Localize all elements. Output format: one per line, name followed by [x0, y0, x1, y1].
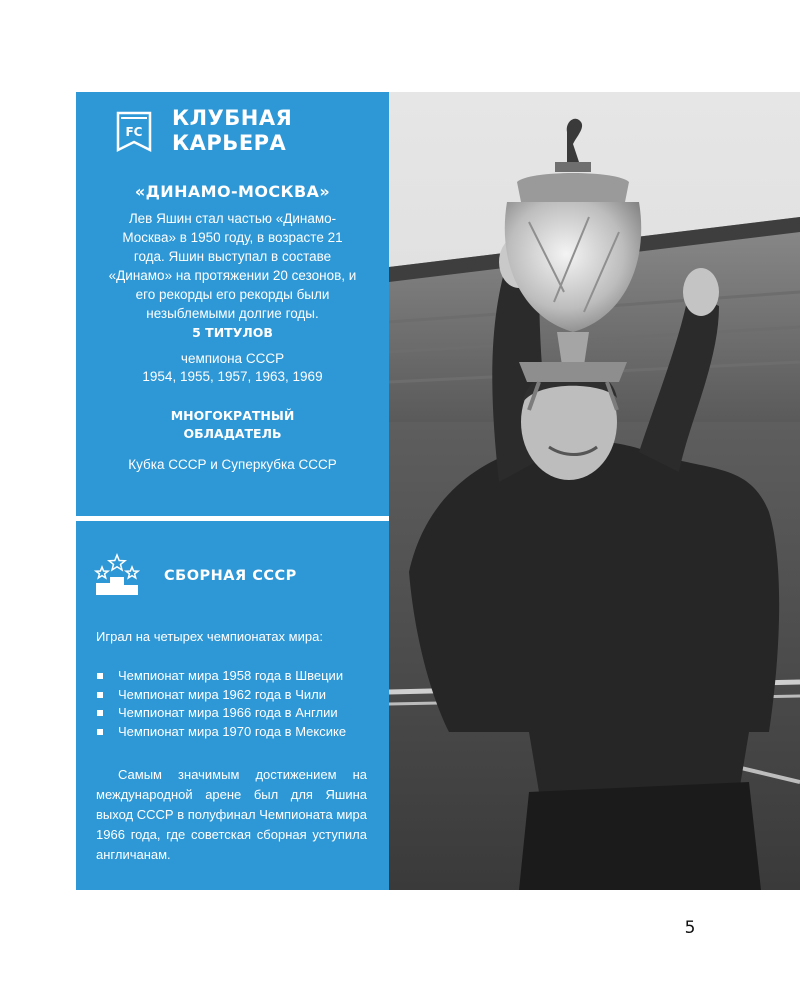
podium-stars-icon	[94, 553, 140, 595]
titles-description	[76, 350, 389, 386]
world-cups-list	[96, 667, 346, 741]
national-team-panel	[76, 521, 389, 890]
club-title-line2: КАРЬЕРА	[172, 131, 287, 155]
cups-heading-line1: МНОГОКРАТНЫЙ	[170, 408, 295, 423]
list-item: Чемпионат мира 1962 года в Чили	[96, 686, 346, 705]
national-team-title: СБОРНАЯ СССР	[164, 568, 297, 584]
list-item: Чемпионат мира 1966 года в Англии	[96, 704, 346, 723]
club-career-panel	[76, 92, 389, 516]
club-career-title	[172, 106, 372, 156]
page-number: 5	[684, 918, 696, 938]
world-cups-intro: Играл на четырех чемпионатах мира:	[96, 629, 323, 644]
list-item: Чемпионат мира 1970 года в Мексике	[96, 723, 346, 742]
club-description: Лев Яшин стал частью «Динамо-Москва» в 1950 году, в возрасте 21 года. Яшин выступал в составе «Динамо» на протяжении 20 сезонов, и его рекорды его рекорды были незыблемыми долгие годы.	[108, 211, 357, 321]
club-title-line1: КЛУБНАЯ	[172, 106, 293, 130]
cups-heading-line2: ОБЛАДАТЕЛЬ	[183, 426, 282, 441]
club-name-heading: «ДИНАМО-МОСКВА»	[134, 182, 331, 201]
list-item: Чемпионат мира 1958 года в Швеции	[96, 667, 346, 686]
fc-icon-text: FC	[125, 125, 143, 139]
titles-label: чемпиона СССР	[180, 351, 285, 366]
titles-count-heading: 5 ТИТУЛОВ	[192, 325, 273, 340]
cups-heading	[76, 407, 389, 443]
fc-shield-icon	[116, 110, 152, 154]
goalkeeper-trophy-photo	[389, 92, 800, 890]
titles-years: 1954, 1955, 1957, 1963, 1969	[142, 369, 323, 384]
achievement-paragraph: Самым значимым достижением на международной арене был для Яшина выход СССР в полуфинал Чемпионата мира 1966 года, где советская сборная уступила англичанам.	[96, 767, 367, 862]
cups-description: Кубка СССР и Суперкубка СССР	[128, 457, 337, 472]
